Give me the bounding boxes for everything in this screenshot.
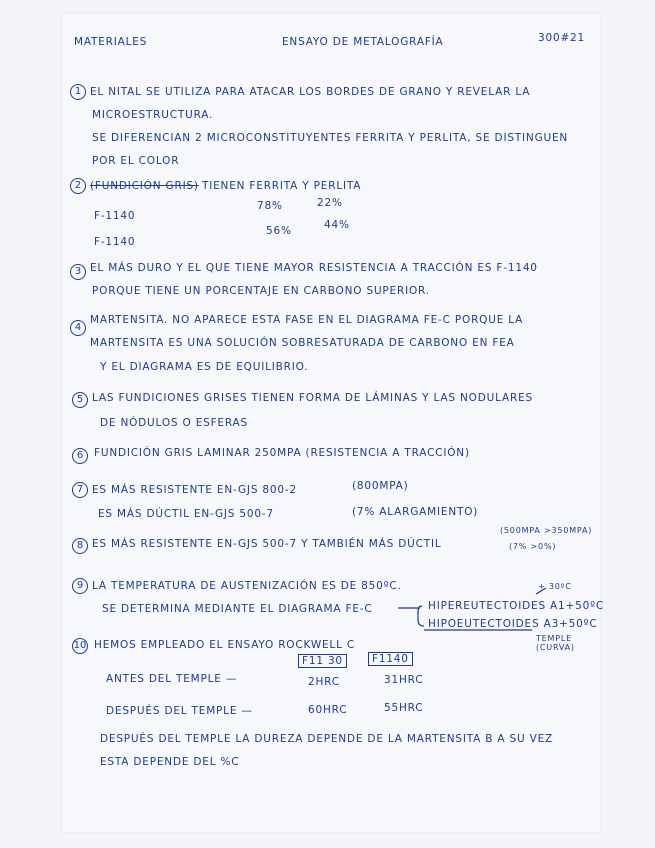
- question-number-2: 2: [70, 178, 86, 194]
- q10-row-2-a: 60HRC: [308, 704, 348, 716]
- q4-line-3: Y EL DIAGRAMA ES DE EQUILIBRIO.: [100, 361, 309, 373]
- question-number-9: 9: [72, 578, 88, 594]
- q7-line-1: ES MÁS RESISTENTE EN-GJS 800-2: [92, 484, 297, 496]
- question-number-1: 1: [70, 84, 86, 100]
- q2-row-1-label: F-1140: [94, 210, 136, 222]
- q1-line-3: SE DIFERENCIAN 2 MICROCONSTITUYENTES FERRITA Y PERLITA, SE DISTINGUEN: [92, 132, 569, 144]
- q10-col-1: F11 30: [298, 654, 347, 668]
- q10-row-2-b: 55HRC: [384, 702, 424, 714]
- q10-line-1: HEMOS EMPLEADO EL ENSAYO ROCKWELL C: [94, 639, 356, 651]
- q9-annotation-top: + 30ºC: [538, 582, 572, 591]
- question-number-5: 5: [72, 392, 88, 408]
- q10-col-2: F1140: [368, 652, 413, 666]
- q9-line-2: SE DETERMINA MEDIANTE EL DIAGRAMA FE-C: [102, 603, 373, 615]
- q10-row-1-b: 31HRC: [384, 674, 424, 686]
- q9-annotation-temple: TEMPLE (CURVA): [536, 634, 575, 652]
- q5-line-1: LAS FUNDICIONES GRISES TIENEN FORMA DE LÁMINAS Y LAS NODULARES: [92, 392, 533, 404]
- header-title: ENSAYO DE METALOGRAFÍA: [282, 36, 444, 48]
- q2-row-1-ferrita: 78%: [257, 200, 283, 212]
- q2-text: TIENEN FERRITA Y PERLITA: [202, 180, 362, 192]
- question-number-3: 3: [70, 264, 86, 280]
- q10-row-1-label: ANTES DEL TEMPLE —: [106, 673, 238, 685]
- q1-line-1: EL NITAL SE UTILIZA PARA ATACAR LOS BORDES DE GRANO Y REVELAR LA: [90, 86, 531, 98]
- question-number-10: 10: [72, 638, 88, 654]
- q2-row-1-perlita: 22%: [317, 197, 343, 209]
- q9-line-1: LA TEMPERATURA DE AUSTENIZACIÓN ES DE 850ºC.: [92, 580, 402, 592]
- q8-note-2: (7% >0%): [509, 542, 557, 551]
- header-code: 300#21: [538, 32, 585, 44]
- q4-line-2: MARTENSITA ES UNA SOLUCIÓN SOBRESATURADA DE CARBONO EN FEA: [90, 337, 515, 349]
- q5-line-2: DE NÓDULOS O ESFERAS: [100, 417, 248, 429]
- header-subject: MATERIALES: [74, 36, 148, 48]
- q1-line-4: POR EL COLOR: [92, 155, 180, 167]
- question-number-6: 6: [72, 448, 88, 464]
- q8-note-1: (500MPA >350MPA): [500, 526, 593, 535]
- q7-line-2-note: (7% ALARGAMIENTO): [352, 506, 479, 518]
- q2-row-2-perlita: 44%: [324, 219, 350, 231]
- question-number-8: 8: [72, 538, 88, 554]
- q6-line-1: FUNDICIÓN GRIS LAMINAR 250MPA (RESISTENCIA A TRACCIÓN): [94, 447, 470, 459]
- q1-line-2: MICROESTRUCTURA.: [92, 109, 214, 121]
- q10-line-3: ESTA DEPENDE DEL %C: [100, 756, 240, 768]
- q10-row-2-label: DESPUÉS DEL TEMPLE —: [106, 705, 253, 717]
- q2-row-2-label: F-1140: [94, 236, 136, 248]
- q7-line-1-note: (800MPA): [352, 480, 409, 492]
- handwritten-page: [62, 14, 604, 832]
- q4-line-1: MARTENSITA. NO APARECE ESTA FASE EN EL DIAGRAMA FE-C PORQUE LA: [90, 314, 524, 326]
- q3-line-2: PORQUE TIENE UN PORCENTAJE EN CARBONO SUPERIOR.: [92, 285, 430, 297]
- q10-line-2: DESPUÉS DEL TEMPLE LA DUREZA DEPENDE DE LA MARTENSITA B A SU VEZ: [100, 733, 554, 745]
- q9-branch-2: HIPOEUTECTOIDES A3+50ºC: [428, 618, 598, 630]
- ink-strokes: [62, 14, 600, 832]
- q3-line-1: EL MÁS DURO Y EL QUE TIENE MAYOR RESISTENCIA A TRACCIÓN ES F-1140: [90, 262, 538, 274]
- q10-row-1-a: 2HRC: [308, 676, 340, 688]
- q2-row-2-ferrita: 56%: [266, 225, 292, 237]
- q9-branch-1: HIPEREUTECTOIDES A1+50ºC: [428, 600, 604, 612]
- question-number-7: 7: [72, 482, 88, 498]
- q2-struck-text: (FUNDICIÓN GRIS): [90, 180, 199, 192]
- q8-line-1: ES MÁS RESISTENTE EN-GJS 500-7 Y TAMBIÉN MÁS DÚCTIL: [92, 538, 442, 550]
- q7-line-2: ES MÁS DÚCTIL EN-GJS 500-7: [98, 508, 274, 520]
- question-number-4: 4: [70, 320, 86, 336]
